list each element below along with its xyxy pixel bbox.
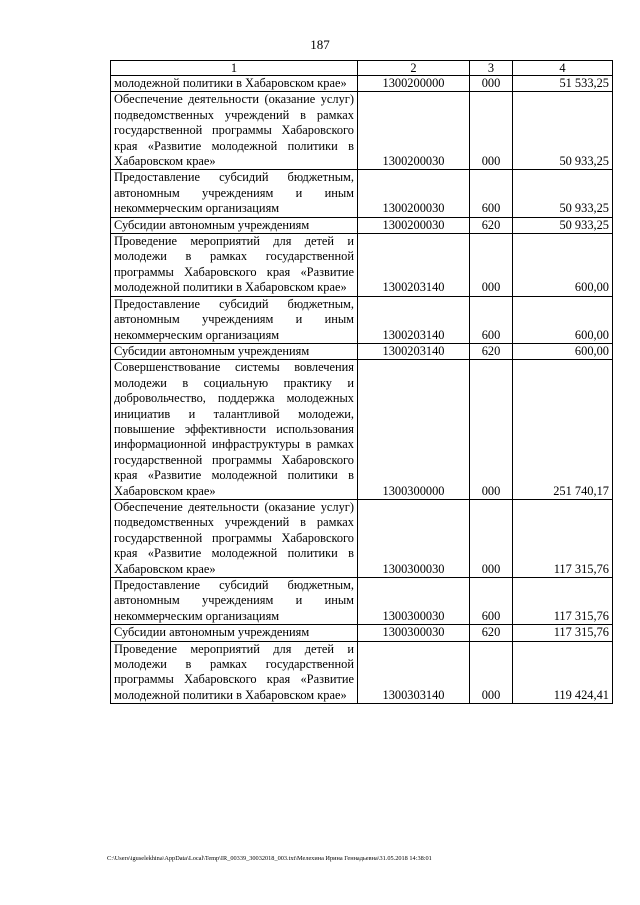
row-expense-type: 000	[470, 641, 513, 704]
row-amount: 51 533,25	[513, 76, 613, 92]
row-target-code: 1300203140	[358, 296, 470, 343]
row-description: Субсидии автономным учреждениям	[111, 625, 358, 641]
row-target-code: 1300203140	[358, 234, 470, 297]
row-target-code: 1300300000	[358, 360, 470, 500]
row-amount: 600,00	[513, 296, 613, 343]
table-row	[111, 499, 613, 577]
row-expense-type: 620	[470, 343, 513, 359]
row-description: Обеспечение деятельности (оказание услуг) подведомственных учреждений в рамках государственной программы Хабаровского края «Развитие молодежной политики в Хабаровском крае»	[111, 92, 358, 170]
table-row	[111, 92, 613, 170]
row-description: Обеспечение деятельности (оказание услуг) подведомственных учреждений в рамках государственной программы Хабаровского края «Развитие молодежной политики в Хабаровском крае»	[111, 499, 358, 577]
row-target-code: 1300300030	[358, 625, 470, 641]
row-description: Предоставление субсидий бюджетным, автономным учреждениям и иным некоммерческим организациям	[111, 296, 358, 343]
budget-table	[110, 60, 613, 704]
table-row	[111, 76, 613, 92]
row-target-code: 1300303140	[358, 641, 470, 704]
row-amount: 50 933,25	[513, 217, 613, 233]
row-amount: 251 740,17	[513, 360, 613, 500]
table-header-row	[111, 61, 613, 76]
table-row	[111, 234, 613, 297]
row-expense-type: 620	[470, 217, 513, 233]
header-col-3: 3	[470, 61, 513, 76]
table-row	[111, 217, 613, 233]
row-target-code: 1300200030	[358, 217, 470, 233]
row-expense-type: 000	[470, 92, 513, 170]
row-target-code: 1300300030	[358, 578, 470, 625]
footer-file-path: C:\Users\iguselekhina\AppData\Local\Temp\IR_00339_30032018_003.txt\Мелехина Ирина Геннадьевна\31.05.2018 14:38:01	[107, 855, 432, 862]
table-row	[111, 625, 613, 641]
table-row	[111, 360, 613, 500]
row-expense-type: 600	[470, 296, 513, 343]
header-col-4: 4	[513, 61, 613, 76]
row-target-code: 1300200030	[358, 92, 470, 170]
row-expense-type: 600	[470, 578, 513, 625]
row-amount: 117 315,76	[513, 578, 613, 625]
row-target-code: 1300200000	[358, 76, 470, 92]
table-row	[111, 296, 613, 343]
table-row	[111, 343, 613, 359]
table-row	[111, 170, 613, 217]
row-expense-type: 000	[470, 234, 513, 297]
row-amount: 600,00	[513, 234, 613, 297]
row-expense-type: 600	[470, 170, 513, 217]
row-target-code: 1300200030	[358, 170, 470, 217]
header-col-1: 1	[111, 61, 358, 76]
row-amount: 117 315,76	[513, 625, 613, 641]
row-description: Проведение мероприятий для детей и молодежи в рамках государственной программы Хабаровского края «Развитие молодежной политики в Хабаровском крае»	[111, 641, 358, 704]
row-target-code: 1300203140	[358, 343, 470, 359]
row-description: Совершенствование системы вовлечения молодежи в социальную практику и добровольчество, поддержка молодежных инициатив и талантливой молодежи, повышение эффективности использования информационной инфраструктуры в рамках государственной программы Хабаровского края «Развитие молодежной политики в Хабаровском крае»	[111, 360, 358, 500]
row-description: молодежной политики в Хабаровском крае»	[111, 76, 358, 92]
row-amount: 119 424,41	[513, 641, 613, 704]
page-number: 187	[310, 37, 330, 52]
row-expense-type: 620	[470, 625, 513, 641]
row-expense-type: 000	[470, 360, 513, 500]
row-amount: 117 315,76	[513, 499, 613, 577]
row-expense-type: 000	[470, 499, 513, 577]
header-col-2: 2	[358, 61, 470, 76]
row-description: Проведение мероприятий для детей и молодежи в рамках государственной программы Хабаровского края «Развитие молодежной политики в Хабаровском крае»	[111, 234, 358, 297]
row-description: Субсидии автономным учреждениям	[111, 217, 358, 233]
row-target-code: 1300300030	[358, 499, 470, 577]
table-row	[111, 578, 613, 625]
row-expense-type: 000	[470, 76, 513, 92]
row-amount: 50 933,25	[513, 170, 613, 217]
table-row	[111, 641, 613, 704]
row-description: Предоставление субсидий бюджетным, автономным учреждениям и иным некоммерческим организациям	[111, 578, 358, 625]
row-amount: 50 933,25	[513, 92, 613, 170]
row-description: Субсидии автономным учреждениям	[111, 343, 358, 359]
row-amount: 600,00	[513, 343, 613, 359]
row-description: Предоставление субсидий бюджетным, автономным учреждениям и иным некоммерческим организациям	[111, 170, 358, 217]
